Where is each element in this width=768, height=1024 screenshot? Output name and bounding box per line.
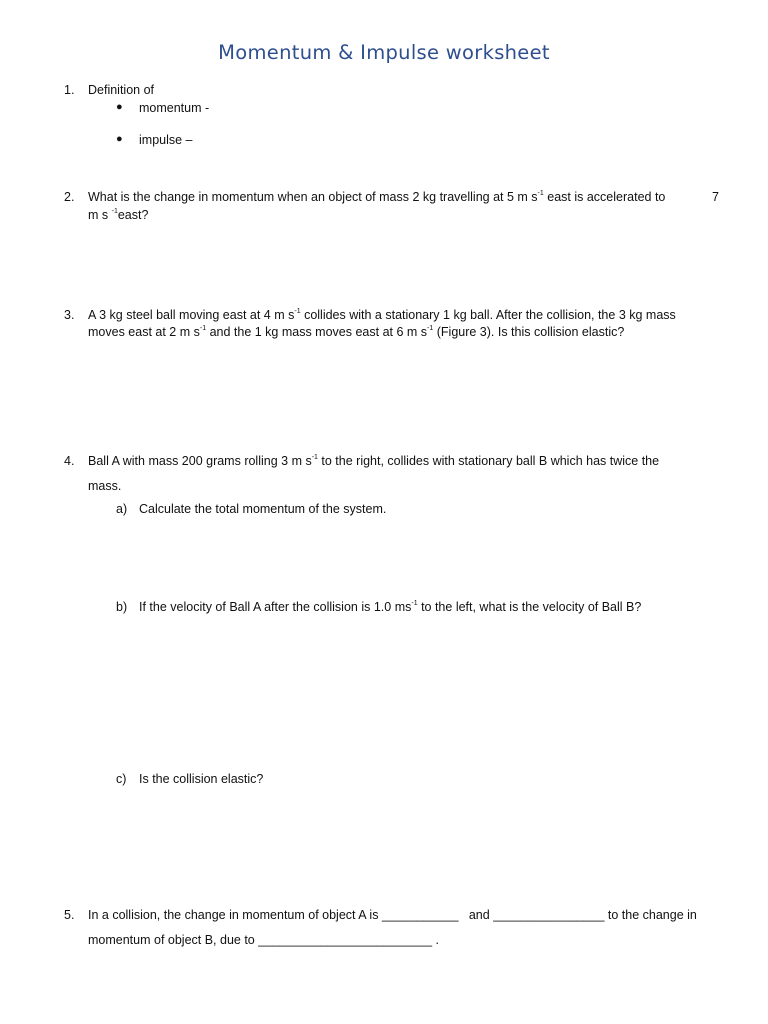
subquestion-label-a: a)	[116, 502, 128, 516]
bullet-item-impulse: impulse –	[139, 133, 193, 147]
subquestion-text-a: Calculate the total momentum of the system.	[139, 502, 387, 516]
text-run: to the change in	[607, 908, 697, 922]
superscript: -1	[111, 207, 118, 215]
page-title: Momentum & Impulse worksheet	[218, 41, 550, 64]
text-run: What is the change in momentum when an object of mass 2 kg travelling at 5 m s	[88, 190, 538, 204]
text-run: east is accelerated to	[547, 190, 666, 204]
subquestion-label-b: b)	[116, 600, 128, 614]
question-text-line-1	[88, 909, 697, 922]
superscript: -1	[199, 324, 207, 332]
text-run: In a collision, the change in momentum of object A is	[88, 908, 379, 922]
question-text-line-2	[88, 934, 439, 947]
superscript: -1	[537, 189, 544, 197]
text-run: (Figure 3). Is this collision elastic?	[433, 325, 625, 339]
superscript: -1	[427, 324, 434, 332]
question-text: Definition of	[88, 83, 155, 97]
question-text-line-2	[88, 209, 148, 222]
bullet-icon: ●	[116, 133, 123, 145]
superscript: -1	[311, 453, 318, 461]
question-text-line-1	[88, 455, 659, 468]
question-number: 4.	[64, 454, 75, 468]
text-run: m s	[88, 208, 109, 222]
bullet-item-momentum: momentum -	[139, 101, 210, 115]
text-run: If the velocity of Ball A after the collision is 1.0 ms	[139, 600, 412, 614]
question-text-line-2: mass.	[88, 479, 122, 493]
superscript: -1	[294, 307, 301, 315]
text-run: collides with a stationary 1 kg ball. After the collision, the 3 kg mass	[300, 308, 676, 322]
bullet-icon: ●	[116, 101, 123, 113]
question-text-line-end: 7	[712, 190, 719, 204]
text-run: and	[468, 908, 490, 922]
text-run: Ball A with mass 200 grams rolling 3 m s	[88, 454, 312, 468]
fill-blank-2[interactable]: ________________	[493, 908, 605, 922]
text-run: moves east at 2 m s	[88, 325, 200, 339]
text-run: to the left, what is the velocity of Ball B?	[417, 600, 642, 614]
question-number: 3.	[64, 308, 75, 322]
question-number: 1.	[64, 83, 75, 97]
fill-blank-3[interactable]: _________________________	[258, 933, 433, 947]
text-run: momentum of object B, due to	[88, 933, 255, 947]
text-run: A 3 kg steel ball moving east at 4 m s	[88, 308, 295, 322]
text-run: and the 1 kg mass moves east at 6 m s	[206, 325, 428, 339]
text-run: .	[435, 933, 440, 947]
text-run: east?	[117, 208, 149, 222]
subquestion-text-c: Is the collision elastic?	[139, 772, 264, 786]
question-text-line-1	[88, 191, 665, 204]
subquestion-text-b	[139, 601, 641, 614]
question-text-line-2	[88, 326, 624, 339]
question-number: 5.	[64, 908, 75, 922]
text-run: to the right, collides with stationary ball B which has twice the	[317, 454, 660, 468]
fill-blank-1[interactable]: ___________	[381, 908, 459, 922]
superscript: -1	[411, 599, 418, 607]
question-text-line-1	[88, 309, 676, 322]
question-number: 2.	[64, 190, 75, 204]
subquestion-label-c: c)	[116, 772, 127, 786]
